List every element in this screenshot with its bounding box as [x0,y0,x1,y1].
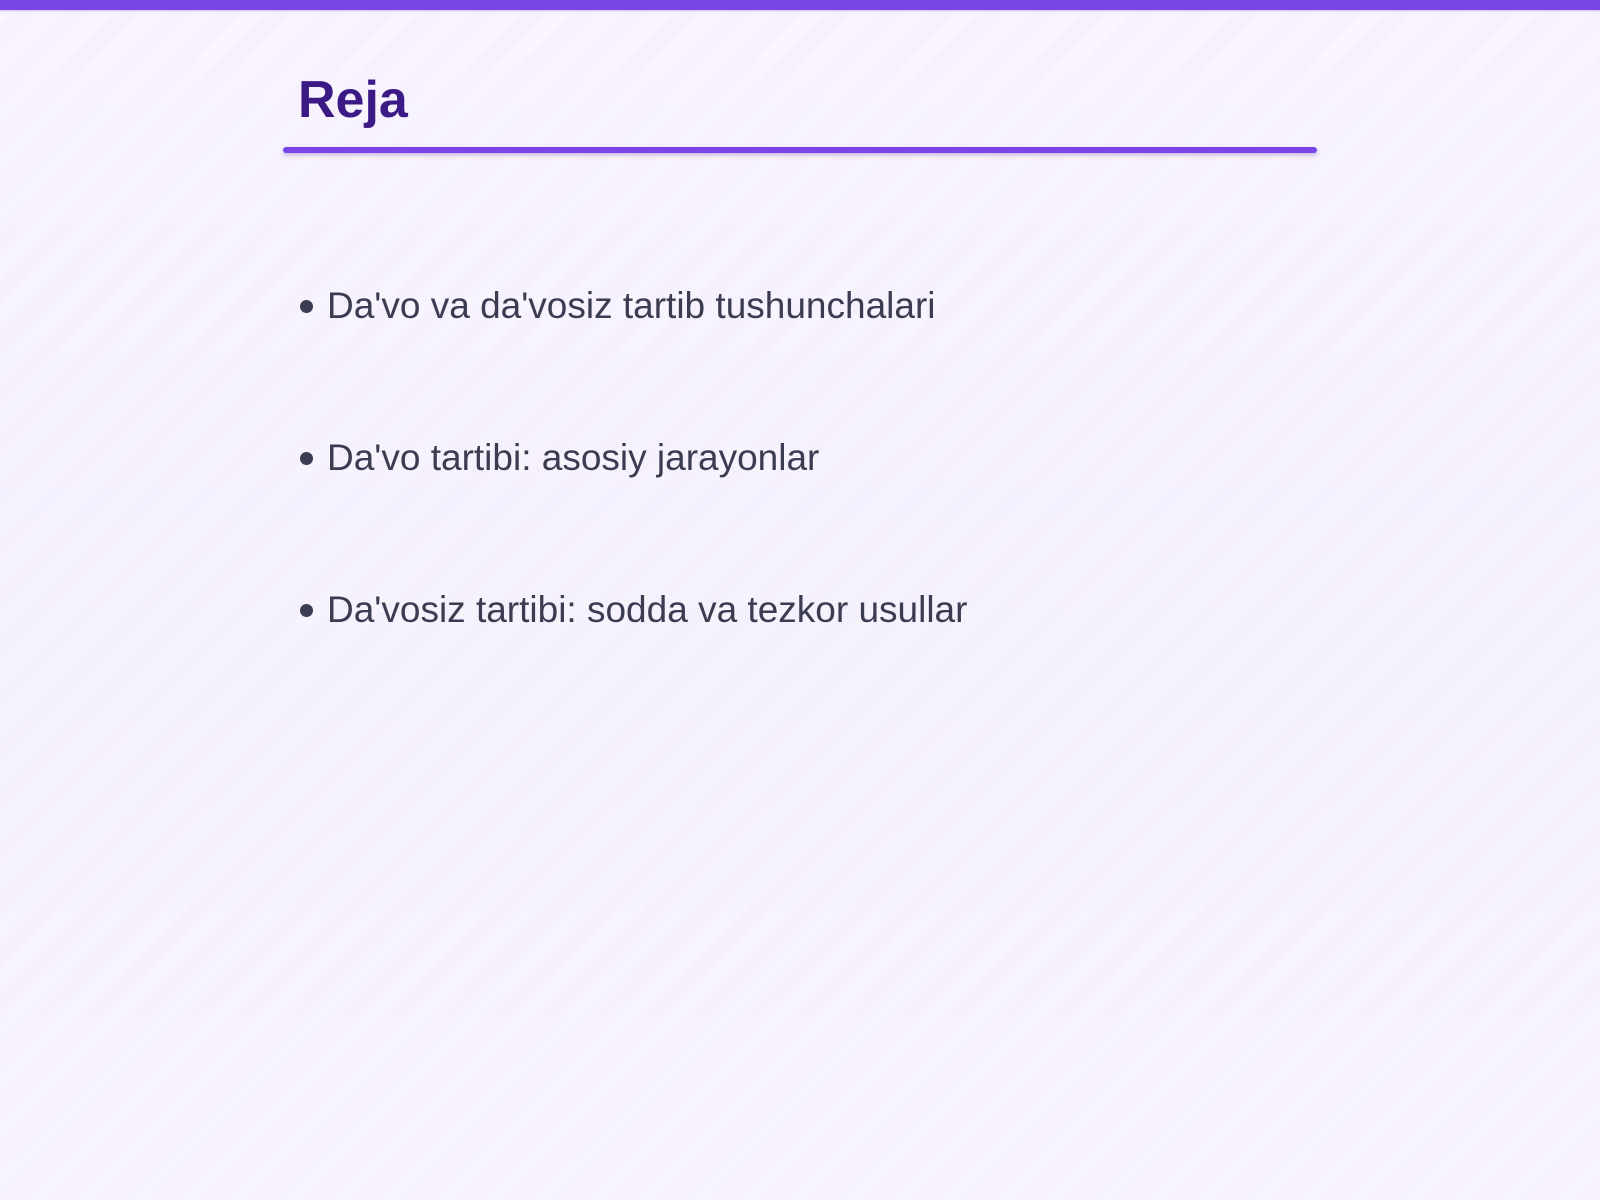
slide-title: Reja [298,71,408,129]
bullet-list [300,280,967,736]
bullet-text: Da'vosiz tartibi: sodda va tezkor usullar [327,589,968,630]
bullet-item [300,584,967,636]
bullet-item [300,280,967,332]
bullet-text: Da'vo va da'vosiz tartib tushunchalari [327,285,936,326]
bullet-text: Da'vo tartibi: asosiy jarayonlar [327,437,820,478]
bullet-dot-icon [300,452,313,465]
bullet-item [300,432,967,484]
top-accent-bar [0,0,1600,10]
bullet-dot-icon [300,300,313,313]
bullet-dot-icon [300,604,313,617]
title-underline [283,147,1317,153]
